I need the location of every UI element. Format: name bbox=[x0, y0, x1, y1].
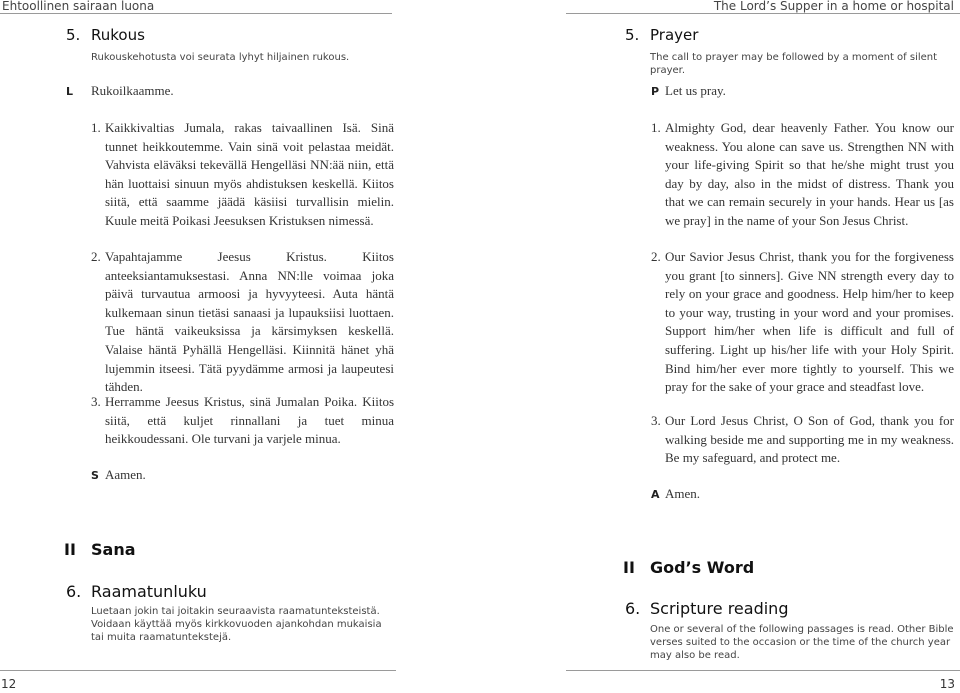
call-text-right: Let us pray. bbox=[665, 83, 726, 98]
prayer-number: 3. bbox=[91, 394, 101, 409]
running-header-right: The Lord’s Supper in a home or hospital bbox=[713, 0, 954, 13]
prayer-text: Kaikkivaltias Jumala, rakas taivaallinen Isä. Sinä tunnet heikkoutemme. Vain sinä voit pelastaa meidät. Vahvista eläväksi tekevällä Hengelläsi NN:ää niin, että hän luottaisi sinuun myös ahdistuksen keskellä. Kiitos siitä, että saamme jäädä käsiisi turvallisin mielin. Kuule meitä Poikasi Jeesuksen Kristuksen nimessä. bbox=[105, 120, 394, 228]
header-rule-left bbox=[0, 13, 392, 14]
section-title-left: Rukous bbox=[91, 26, 145, 44]
subsection-title-left: Raamatunluku bbox=[91, 582, 207, 601]
section-subtitle-left: Rukouskehotusta voi seurata lyhyt hiljainen rukous. bbox=[91, 52, 350, 63]
prayer-number: 3. bbox=[651, 413, 661, 428]
response-role-right: A bbox=[651, 488, 660, 501]
header-rule-right bbox=[566, 13, 960, 14]
subsection-text-left: Luetaan jokin tai joitakin seuraavista raamatunteksteistä. Voidaan käyttää myös kirkkovuoden ajankohdan mukaisia tai muita raamatuntekstejä. bbox=[91, 606, 382, 644]
running-header-left: Ehtoollinen sairaan luona bbox=[2, 0, 155, 13]
prayer-3-left bbox=[91, 393, 394, 449]
call-role-left: L bbox=[66, 85, 74, 98]
part-title-left: Sana bbox=[91, 540, 136, 559]
subsection-text-right: One or several of the following passages is read. Other Bible verses suited to the occasion or the time of the church year may also be read. bbox=[650, 624, 954, 662]
footer-rule-right bbox=[566, 670, 960, 671]
part-title-right: God’s Word bbox=[650, 558, 755, 577]
prayer-3-right bbox=[651, 412, 954, 468]
page-number-left: 12 bbox=[1, 677, 17, 691]
section-title-right: Prayer bbox=[650, 26, 699, 44]
prayer-number: 2. bbox=[651, 249, 661, 264]
response-role-left: S bbox=[91, 469, 99, 482]
section-subtitle-right: The call to prayer may be followed by a moment of silent prayer. bbox=[650, 52, 938, 76]
section-number-left: 5. bbox=[66, 26, 81, 44]
page-number-right: 13 bbox=[939, 677, 955, 691]
subsection-number-right: 6. bbox=[625, 599, 641, 618]
prayer-1-right bbox=[651, 119, 954, 231]
call-role-right: P bbox=[651, 85, 660, 98]
subsection-title-right: Scripture reading bbox=[650, 599, 789, 618]
prayer-number: 2. bbox=[91, 249, 101, 264]
prayer-number: 1. bbox=[651, 120, 661, 135]
prayer-text: Herramme Jeesus Kristus, sinä Jumalan Poika. Kiitos siitä, että kuljet rinnallani ja tuet minua heikkoudessani. Ole turvani ja varjele minua. bbox=[105, 394, 394, 447]
prayer-2-left bbox=[91, 248, 394, 397]
response-text-right: Amen. bbox=[665, 486, 701, 501]
call-text-left: Rukoilkaamme. bbox=[91, 83, 174, 98]
prayer-text: Our Savior Jesus Christ, thank you for the forgiveness you grant [to sinners]. Give NN strength every day to rely on your grace and goodness. Help him/her to keep to your way, trusting in your word and your promises. Support him/her when life is difficult and full of suffering. Light up his/her life with your Holy Spirit. Bind him/her ever more tightly to yourself. This we pray for the sake of your grace and steadfast love. bbox=[665, 249, 954, 395]
prayer-text: Vapahtajamme Jeesus Kristus. Kiitos anteeksiantamuksestasi. Anna NN:lle voimaa joka päivä turvautua armoosi ja hyvyyteesi. Auta häntä kulkemaan sinun tietäsi sanaasi ja lupauksiisi luottaen. Tue häntä vaikeuksissa ja kärsimyksen keskellä. Valaise häntä Pyhällä Hengelläsi. Kiinnitä hänet yhä lujemmin itseesi. Tätä pyydämme armosi ja laupeutesi tähden. bbox=[105, 249, 394, 395]
prayer-text: Almighty God, dear heavenly Father. You know our weakness. You alone can save us. Strengthen NN with your life-giving Spirit so that he/she might trust you day by day, also in the midst of distress. Thank you that we can remain securely in your hands. Hear us [as we pray] in the name of your Son Jesus Christ. bbox=[665, 120, 954, 228]
response-text-left: Aamen. bbox=[105, 467, 146, 482]
subsection-number-left: 6. bbox=[66, 582, 82, 601]
prayer-1-left bbox=[91, 119, 394, 231]
section-number-right: 5. bbox=[625, 26, 640, 44]
part-numeral-right: II bbox=[623, 558, 635, 577]
footer-rule-left bbox=[0, 670, 396, 671]
prayer-2-right bbox=[651, 248, 954, 397]
prayer-number: 1. bbox=[91, 120, 101, 135]
part-numeral-left: II bbox=[64, 540, 76, 559]
prayer-text: Our Lord Jesus Christ, O Son of God, thank you for walking beside me and supporting me in my weakness. Be my safeguard, and protect me. bbox=[665, 413, 954, 466]
